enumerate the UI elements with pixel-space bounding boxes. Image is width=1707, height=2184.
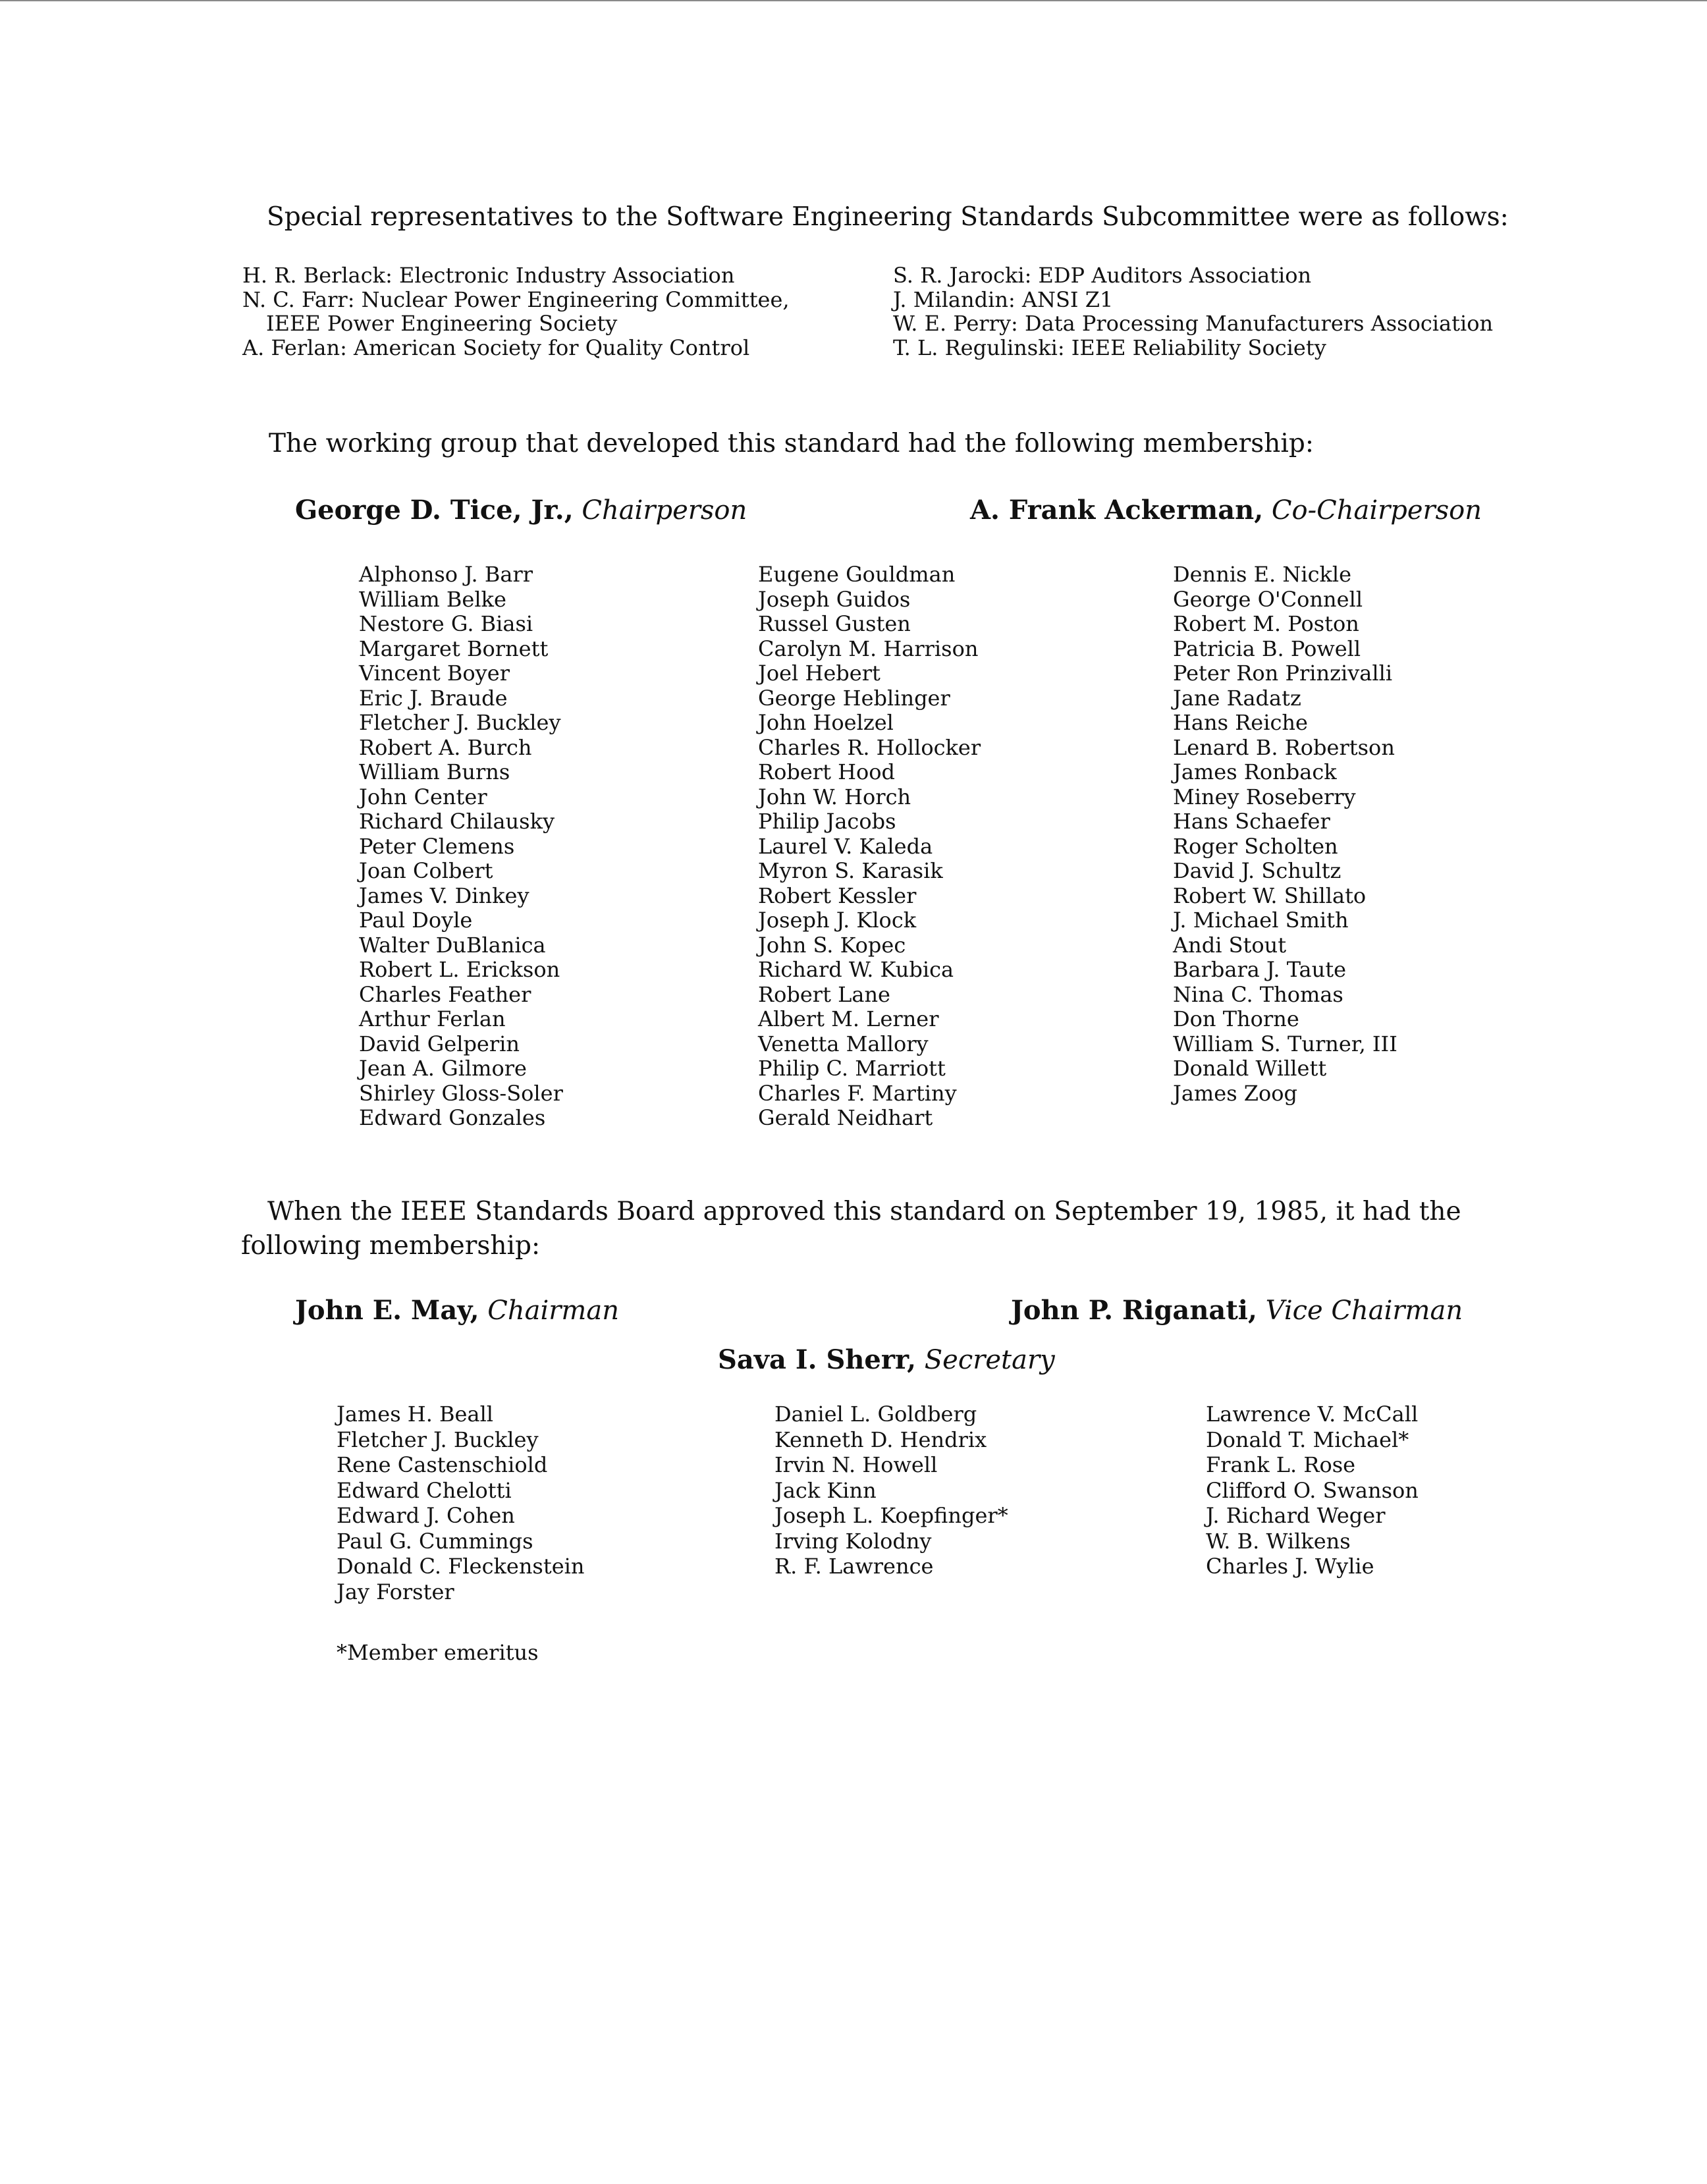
member-name: Joseph Guidos xyxy=(758,586,911,612)
member-name: David J. Schultz xyxy=(1173,858,1341,883)
top-rule xyxy=(0,0,1707,1)
member-name: Gerald Neidhart xyxy=(758,1105,933,1130)
member-name: Robert W. Shillato xyxy=(1173,883,1367,908)
member-name: Charles Feather xyxy=(359,981,531,1007)
standards-board-column-2 xyxy=(774,1402,1008,1579)
rep-entry: A. Ferlan: American Society for Quality Control xyxy=(242,335,750,360)
secretary-title: Secretary xyxy=(924,1345,1055,1375)
chairman-title: Chairman xyxy=(487,1296,619,1326)
member-name: Frank L. Rose xyxy=(1206,1452,1356,1477)
rep-entry: S. R. Jarocki: EDP Auditors Association xyxy=(893,263,1312,288)
member-name: Jean A. Gilmore xyxy=(359,1056,527,1081)
member-name: Richard Chilausky xyxy=(359,809,555,834)
member-name: Margaret Bornett xyxy=(359,636,549,661)
member-name: Jack Kinn xyxy=(774,1477,877,1503)
member-name: Barbara J. Taute xyxy=(1173,957,1347,982)
vice-chairman-name: John P. Riganati, xyxy=(1011,1295,1257,1326)
member-name: Eric J. Braude xyxy=(359,685,508,711)
member-name: Don Thorne xyxy=(1173,1006,1299,1031)
member-name: Fletcher J. Buckley xyxy=(337,1427,539,1452)
member-name: Clifford O. Swanson xyxy=(1206,1477,1419,1503)
member-name: Donald C. Fleckenstein xyxy=(337,1554,585,1579)
member-name: Robert Kessler xyxy=(758,883,917,908)
rep-entry: H. R. Berlack: Electronic Industry Association xyxy=(242,263,735,288)
working-group-chair xyxy=(295,494,747,527)
member-name: J. Richard Weger xyxy=(1206,1503,1386,1528)
member-name: Richard W. Kubica xyxy=(758,957,954,982)
special-reps-right xyxy=(893,263,1493,360)
member-name: Irvin N. Howell xyxy=(774,1452,938,1477)
member-name: Edward Gonzales xyxy=(359,1105,546,1130)
member-name: James H. Beall xyxy=(337,1402,494,1427)
working-group-co-chair xyxy=(970,494,1482,527)
member-name: Joan Colbert xyxy=(359,858,493,883)
member-name: John Center xyxy=(359,784,487,809)
rep-entry: W. E. Perry: Data Processing Manufacturers Association xyxy=(893,311,1494,336)
member-name: Myron S. Karasik xyxy=(758,858,943,883)
member-name: David Gelperin xyxy=(359,1031,520,1056)
member-name: Eugene Gouldman xyxy=(758,562,956,587)
member-name: Joseph J. Klock xyxy=(758,908,917,933)
member-name: Fletcher J. Buckley xyxy=(359,710,561,735)
chair-title: Chairperson xyxy=(582,495,747,526)
member-name: Russel Gusten xyxy=(758,611,911,636)
standards-board-intro xyxy=(241,1195,1520,1263)
member-name: Arthur Ferlan xyxy=(359,1006,506,1031)
co-chair-title: Co-Chairperson xyxy=(1271,495,1482,526)
member-name: Irving Kolodny xyxy=(774,1528,932,1554)
member-name: James Ronback xyxy=(1173,759,1337,784)
standards-board-column-1 xyxy=(337,1402,584,1604)
standards-board-vice-chairman xyxy=(1011,1294,1463,1327)
member-name: Venetta Mallory xyxy=(758,1031,929,1056)
member-name: Hans Reiche xyxy=(1173,710,1308,735)
rep-entry: N. C. Farr: Nuclear Power Engineering Committee, xyxy=(242,287,790,312)
member-name: Charles F. Martiny xyxy=(758,1080,957,1106)
member-name: George O'Connell xyxy=(1173,586,1363,612)
working-group-column-2 xyxy=(758,562,981,1131)
member-name: Hans Schaefer xyxy=(1173,809,1330,834)
member-name: John W. Horch xyxy=(758,784,911,809)
standards-board-chairman xyxy=(295,1294,619,1327)
member-name: Robert A. Burch xyxy=(359,734,532,760)
member-name: James Zoog xyxy=(1173,1080,1298,1106)
member-name: William Burns xyxy=(359,759,510,784)
member-name: John S. Kopec xyxy=(758,932,906,958)
member-name: Peter Clemens xyxy=(359,833,515,859)
member-name: Paul G. Cummings xyxy=(337,1528,533,1554)
member-name: William Belke xyxy=(359,586,506,612)
member-name: Carolyn M. Harrison xyxy=(758,636,979,661)
member-name: Jane Radatz xyxy=(1173,685,1301,711)
chair-name: George D. Tice, Jr., xyxy=(295,495,574,526)
special-reps-intro: Special representatives to the Software Engineering Standards Subcommittee were as follows: xyxy=(267,202,1509,232)
member-name: Peter Ron Prinzivalli xyxy=(1173,661,1393,686)
member-name: Vincent Boyer xyxy=(359,661,510,686)
standards-board-secretary xyxy=(718,1344,1055,1377)
member-name: Andi Stout xyxy=(1173,932,1287,958)
member-name: Nina C. Thomas xyxy=(1173,981,1343,1007)
member-name: Rene Castenschiold xyxy=(337,1452,548,1477)
footnote-member-emeritus: *Member emeritus xyxy=(337,1640,539,1665)
standards-board-intro-text: When the IEEE Standards Board approved this standard on September 19, 1985, it had the following membership: xyxy=(241,1197,1461,1261)
member-name: Charles J. Wylie xyxy=(1206,1554,1374,1579)
member-name: Philip Jacobs xyxy=(758,809,896,834)
member-name: Alphonso J. Barr xyxy=(359,562,533,587)
member-name: Kenneth D. Hendrix xyxy=(774,1427,987,1452)
member-name: John Hoelzel xyxy=(758,710,894,735)
member-name: Roger Scholten xyxy=(1173,833,1338,859)
member-name: Laurel V. Kaleda xyxy=(758,833,933,859)
rep-entry: IEEE Power Engineering Society xyxy=(266,311,618,336)
member-name: Dennis E. Nickle xyxy=(1173,562,1352,587)
member-name: William S. Turner, III xyxy=(1173,1031,1397,1056)
standards-board-column-3 xyxy=(1206,1402,1419,1579)
member-name: Philip C. Marriott xyxy=(758,1056,946,1081)
member-name: Paul Doyle xyxy=(359,908,473,933)
co-chair-name: A. Frank Ackerman, xyxy=(970,495,1264,526)
secretary-name: Sava I. Sherr, xyxy=(718,1344,917,1375)
member-name: Daniel L. Goldberg xyxy=(774,1402,977,1427)
member-name: Robert M. Poston xyxy=(1173,611,1359,636)
member-name: Shirley Gloss-Soler xyxy=(359,1080,563,1106)
member-name: Patricia B. Powell xyxy=(1173,636,1361,661)
working-group-intro: The working group that developed this standard had the following membership: xyxy=(269,429,1314,458)
member-name: Edward J. Cohen xyxy=(337,1503,515,1528)
member-name: Nestore G. Biasi xyxy=(359,611,533,636)
member-name: Donald Willett xyxy=(1173,1056,1327,1081)
member-name: Edward Chelotti xyxy=(337,1477,512,1503)
member-name: James V. Dinkey xyxy=(359,883,529,908)
member-name: Donald T. Michael* xyxy=(1206,1427,1409,1452)
member-name: R. F. Lawrence xyxy=(774,1554,934,1579)
member-name: Jay Forster xyxy=(337,1579,454,1604)
working-group-column-1 xyxy=(359,562,563,1131)
special-reps-left xyxy=(242,263,790,360)
member-name: W. B. Wilkens xyxy=(1206,1528,1351,1554)
vice-chairman-title: Vice Chairman xyxy=(1265,1296,1463,1326)
member-name: Robert Lane xyxy=(758,981,890,1007)
member-name: Charles R. Hollocker xyxy=(758,734,981,760)
member-name: Joel Hebert xyxy=(758,661,881,686)
member-name: Albert M. Lerner xyxy=(758,1006,939,1031)
member-name: Walter DuBlanica xyxy=(359,932,546,958)
member-name: Robert L. Erickson xyxy=(359,957,560,982)
rep-entry: J. Milandin: ANSI Z1 xyxy=(893,287,1114,312)
member-name: J. Michael Smith xyxy=(1173,908,1349,933)
member-name: Robert Hood xyxy=(758,759,896,784)
working-group-column-3 xyxy=(1173,562,1397,1106)
member-name: George Heblinger xyxy=(758,685,950,711)
member-name: Lenard B. Robertson xyxy=(1173,734,1395,760)
chairman-name: John E. May, xyxy=(295,1295,479,1326)
rep-entry: T. L. Regulinski: IEEE Reliability Society xyxy=(893,335,1326,360)
member-name: Miney Roseberry xyxy=(1173,784,1356,809)
member-name: Lawrence V. McCall xyxy=(1206,1402,1419,1427)
member-name: Joseph L. Koepfinger* xyxy=(774,1503,1008,1528)
